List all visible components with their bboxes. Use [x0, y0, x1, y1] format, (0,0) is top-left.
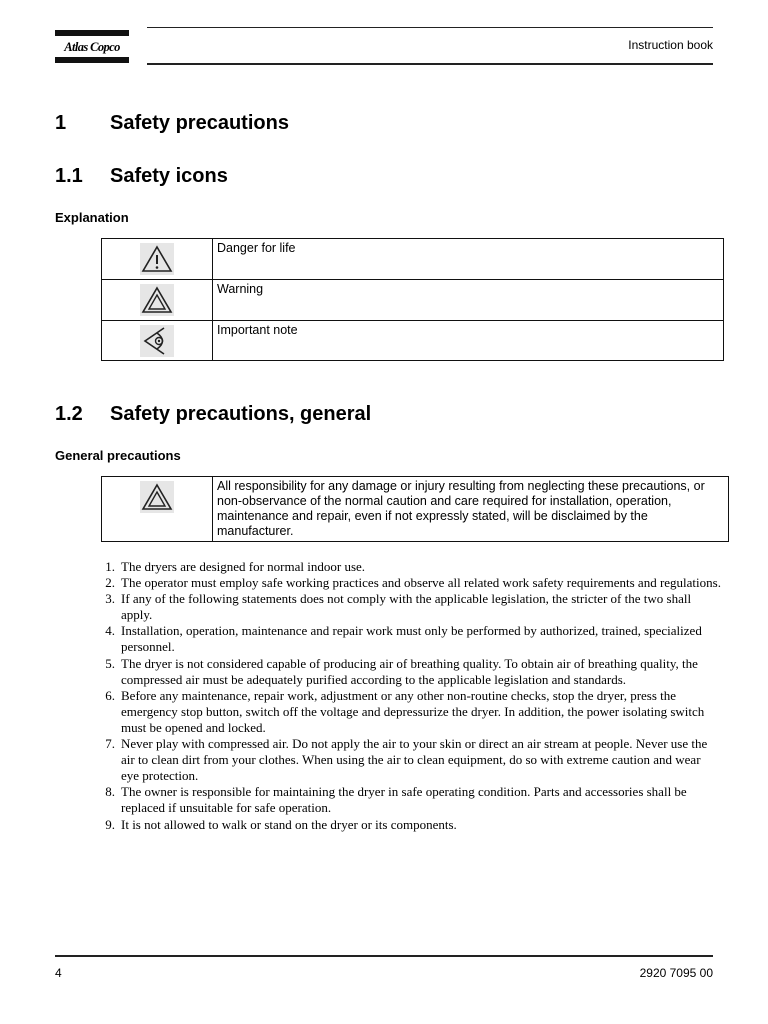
list-item: 1. The dryers are designed for normal indoor use.	[105, 559, 366, 574]
list-item: 5. The dryer is not considered capable of producing air of breathing quality. To obtain air of breathing quality, the compressed air must be adequately purified according to the applicable legislation and standards.	[105, 655, 698, 687]
list-item: 3. If any of the following statements does not comply with the applicable legislation, the stricter of the two shall apply.	[105, 591, 692, 623]
header-rule-top	[147, 27, 713, 28]
table-row	[102, 239, 724, 280]
table-row	[102, 280, 724, 321]
icon-description: Danger for life	[213, 239, 724, 280]
danger-triangle-icon	[140, 243, 174, 275]
brand-logo	[55, 30, 129, 64]
general-notice-table	[101, 476, 729, 542]
logo-bar-bottom	[55, 57, 129, 63]
icon-cell	[102, 321, 213, 361]
subheading-general-precautions: General precautions	[55, 448, 181, 463]
list-item: 2. The operator must employ safe working practices and observe all related work safety requirements and regulations.	[105, 575, 721, 591]
icon-cell	[102, 280, 213, 321]
header-title: Instruction book	[628, 38, 713, 52]
footer-rule	[55, 955, 713, 957]
icon-description: Important note	[213, 321, 724, 361]
section-title: Safety icons	[110, 165, 228, 187]
list-item: 7. Never play with compressed air. Do not apply the air to your skin or direct an air stream at people. Never use the air to clean dirt from your clothes. When using the air to clean equipment, do so with extreme caution and wear eye protection.	[105, 736, 708, 784]
section-number: 1	[55, 112, 67, 134]
safety-icons-table	[101, 238, 724, 361]
table-row	[102, 321, 724, 361]
logo-bar-top	[55, 30, 129, 36]
warning-triangle-icon	[140, 481, 174, 513]
section-title: Safety precautions, general	[110, 403, 372, 425]
warning-triangle-icon	[140, 284, 174, 316]
section-heading-1-1	[55, 164, 228, 188]
icon-description: Warning	[213, 280, 724, 321]
general-notice-text: All responsibility for any damage or injury resulting from neglecting these precautions, or non-observance of the normal caution and care required for installation, operation, maintenance and repair, even if not expressly stated, will be disclaimed by the manufacturer.	[213, 477, 729, 542]
section-number: 1.2	[55, 403, 83, 425]
header-rule-bottom	[147, 63, 713, 65]
list-item: 6. Before any maintenance, repair work, adjustment or any other non-routine checks, stop the dryer, press the emergency stop button, switch off the voltage and depressurize the dryer. In addition, the power isolating switch must be opened and locked.	[105, 687, 705, 735]
icon-cell	[102, 477, 213, 542]
page-number: 4	[55, 966, 62, 980]
subheading-explanation: Explanation	[55, 210, 129, 225]
list-item: 9. It is not allowed to walk or stand on the dryer or its components.	[105, 816, 457, 832]
table-row	[102, 477, 729, 542]
precautions-list	[105, 559, 721, 833]
logo-text: Atlas Copco	[64, 40, 120, 54]
section-heading-1	[55, 111, 289, 135]
section-number: 1.1	[55, 165, 83, 187]
section-heading-1-2	[55, 402, 371, 426]
important-note-eye-icon	[140, 325, 174, 357]
list-item: 4. Installation, operation, maintenance and repair work must only be performed by authorized, trained, specialized personnel.	[105, 623, 702, 655]
section-title: Safety precautions	[110, 112, 289, 134]
document-number: 2920 7095 00	[639, 966, 713, 980]
icon-cell	[102, 239, 213, 280]
list-item: 8. The owner is responsible for maintaining the dryer in safe operating condition. Parts and accessories shall be replaced if unsuitable for safe operation.	[105, 784, 687, 816]
